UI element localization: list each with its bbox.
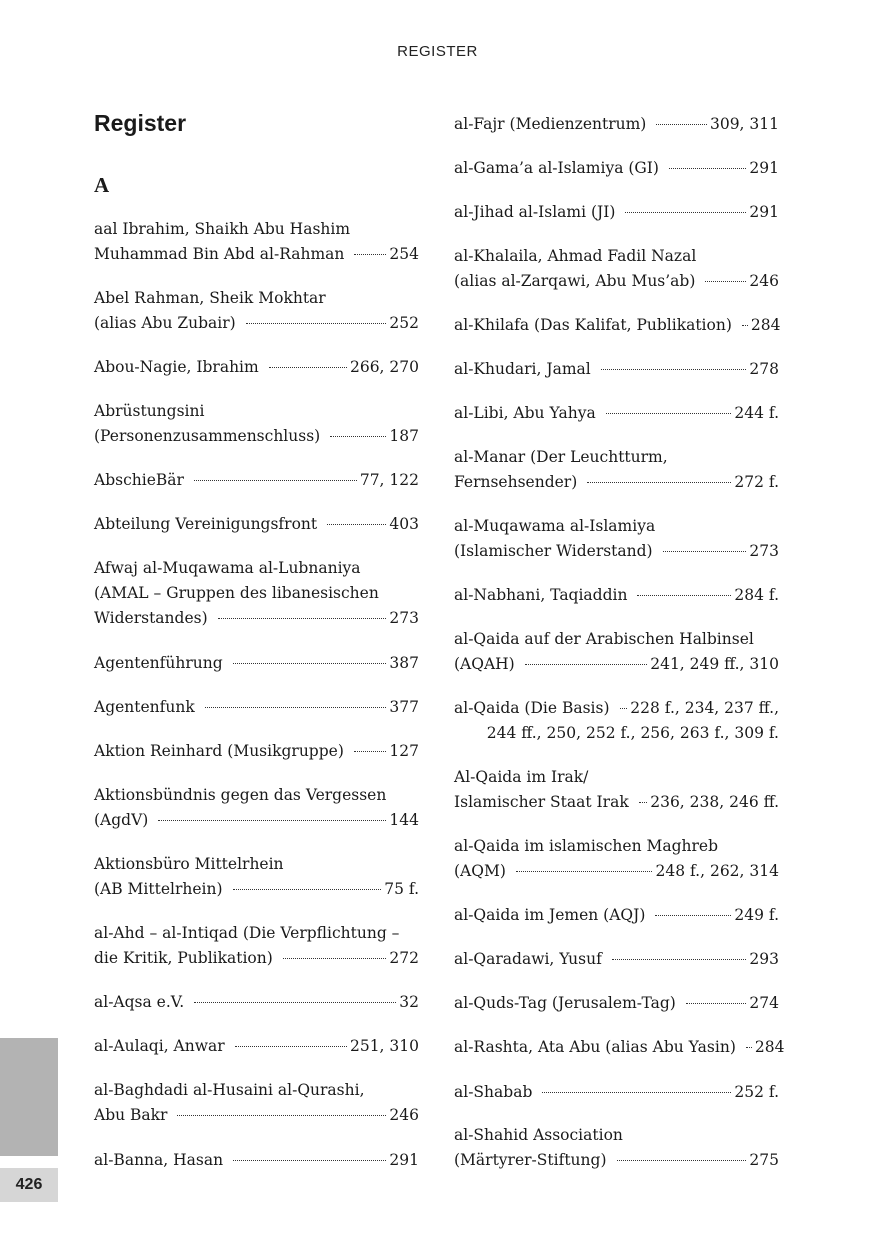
leader-dots — [746, 1047, 752, 1048]
index-entry — [454, 834, 779, 884]
index-entry — [454, 947, 779, 972]
entry-term-line: (AgdV) — [94, 811, 149, 829]
leader-dots — [617, 1160, 747, 1161]
leader-dots — [637, 595, 731, 596]
entry-page-numbers: 241, 249 ff., 310 — [650, 655, 779, 673]
entry-page-numbers: 246 — [389, 1106, 419, 1124]
entry-page-numbers: 274 — [749, 994, 779, 1012]
index-entry — [94, 990, 419, 1015]
index-entry — [454, 991, 779, 1016]
leader-dots — [158, 820, 386, 821]
index-entry — [94, 1148, 419, 1173]
entry-term-line: al-Baghdadi al-Husaini al-Qurashi, — [94, 1081, 365, 1099]
leader-dots — [194, 480, 357, 481]
index-entry — [454, 200, 779, 225]
index-entry — [454, 357, 779, 382]
entry-page-numbers: 248 f., 262, 314 — [655, 862, 779, 880]
entry-term-line: Abrüstungsini — [94, 402, 205, 420]
entry-term-line: (alias al-Zarqawi, Abu Mus’ab) — [454, 272, 696, 290]
leader-dots — [542, 1092, 731, 1093]
leader-dots — [516, 871, 653, 872]
entry-term-line: al-Shabab — [454, 1083, 533, 1101]
index-entry — [94, 1034, 419, 1059]
leader-dots — [625, 212, 746, 213]
entry-term-line: Abou-Nagie, Ibrahim — [94, 358, 259, 376]
leader-dots — [639, 802, 648, 803]
leader-dots — [663, 551, 747, 552]
entry-term-line: al-Khudari, Jamal — [454, 360, 591, 378]
entry-page-numbers: 377 — [389, 698, 419, 716]
entry-term-line: Aktion Reinhard (Musikgruppe) — [94, 742, 344, 760]
entry-page-numbers: 144 — [389, 811, 419, 829]
entry-page-numbers: 273 — [389, 609, 419, 627]
entry-term-line: Agentenfunk — [94, 698, 195, 716]
entry-term-line: al-Qaida auf der Arabischen Halbinsel — [454, 630, 754, 648]
entry-page-numbers: 291 — [749, 203, 779, 221]
index-entry — [454, 156, 779, 181]
entry-term-line: al-Libi, Abu Yahya — [454, 404, 596, 422]
leader-dots — [233, 663, 387, 664]
entry-term-line: Abu Bakr — [94, 1106, 168, 1124]
leader-dots — [246, 323, 387, 324]
entry-term-line: al-Nabhani, Taqiaddin — [454, 586, 628, 604]
entry-page-numbers: 291 — [749, 159, 779, 177]
entry-page-numbers: 284 — [754, 1038, 785, 1056]
entry-term-line: (Islamischer Widerstand) — [454, 542, 653, 560]
index-entry — [454, 1123, 779, 1173]
entry-page-numbers: 284 f. — [734, 586, 779, 604]
page-number: 426 — [0, 1168, 58, 1202]
entry-term-line: al-Aulaqi, Anwar — [94, 1037, 225, 1055]
index-entry — [454, 112, 779, 137]
index-entry — [454, 765, 779, 815]
leader-dots — [656, 124, 707, 125]
entry-page-numbers: 309, 311 — [709, 115, 779, 133]
entry-term-line: (AMAL – Gruppen des libanesischen — [94, 584, 379, 602]
index-entry — [94, 739, 419, 764]
thumb-tab — [0, 1038, 58, 1156]
entry-page-numbers: 228 f., 234, 237 ff., — [630, 699, 779, 717]
entry-page-numbers: 244 f. — [734, 404, 779, 422]
entry-term-line: Muhammad Bin Abd al-Rahman — [94, 245, 345, 263]
index-entry — [94, 355, 419, 380]
entry-term-line: al-Qaida (Die Basis) — [454, 699, 610, 717]
leader-dots — [612, 959, 747, 960]
index-entry — [454, 445, 779, 495]
leader-dots — [269, 367, 347, 368]
leader-dots — [742, 325, 748, 326]
index-entry — [454, 627, 779, 677]
entry-page-numbers: 77, 122 — [359, 471, 419, 489]
index-entry — [454, 1035, 785, 1060]
entry-page-numbers: 291 — [389, 1151, 419, 1169]
index-entry — [454, 1080, 779, 1105]
entry-term-line: Abel Rahman, Sheik Mokhtar — [94, 289, 326, 307]
leader-dots — [705, 281, 746, 282]
leader-dots — [669, 168, 746, 169]
entry-page-numbers: 252 f. — [734, 1083, 779, 1101]
index-entry — [454, 401, 779, 426]
index-entry — [94, 921, 419, 971]
entry-page-numbers: 272 — [389, 949, 419, 967]
leader-dots — [194, 1002, 396, 1003]
leader-dots — [655, 915, 731, 916]
leader-dots — [606, 413, 732, 414]
leader-dots — [354, 254, 386, 255]
page-title: Register — [94, 110, 187, 136]
index-entry — [454, 696, 779, 746]
leader-dots — [330, 436, 386, 437]
leader-dots — [354, 751, 387, 752]
entry-term-line: AbschieBär — [94, 471, 184, 489]
index-entry — [94, 468, 419, 493]
entry-term-line: al-Khilafa (Das Kalifat, Publikation) — [454, 316, 732, 334]
entry-term-line: (AQM) — [454, 862, 506, 880]
entry-page-numbers: 32 — [399, 993, 419, 1011]
entry-term-line: al-Gama’a al-Islamiya (GI) — [454, 159, 659, 177]
entry-page-numbers: 187 — [389, 427, 419, 445]
entry-term-line: al-Manar (Der Leuchtturm, — [454, 448, 668, 466]
entry-term-line: Aktionsbüro Mittelrhein — [94, 855, 284, 873]
leader-dots — [327, 524, 386, 525]
entry-term-line: Islamischer Staat Irak — [454, 793, 629, 811]
leader-dots — [235, 1046, 347, 1047]
leader-dots — [177, 1115, 386, 1116]
entry-term-line: Al-Qaida im Irak/ — [454, 768, 589, 786]
leader-dots — [686, 1003, 747, 1004]
entry-page-numbers: 251, 310 — [349, 1037, 419, 1055]
entry-page-numbers: 278 — [749, 360, 779, 378]
index-entry — [94, 695, 419, 720]
index-entry — [94, 556, 419, 631]
entry-term-line: al-Quds-Tag (Jerusalem-Tag) — [454, 994, 676, 1012]
entry-term-line: (Personenzusammenschluss) — [94, 427, 321, 445]
entry-term-line: (alias Abu Zubair) — [94, 314, 236, 332]
entry-page-numbers: 273 — [749, 542, 779, 560]
index-entry — [454, 313, 779, 338]
entry-term-line: Agentenführung — [94, 654, 223, 672]
entry-term-line: al-Banna, Hasan — [94, 1151, 224, 1169]
index-entry — [94, 852, 419, 902]
entry-term-line: (Märtyrer-Stiftung) — [454, 1151, 607, 1169]
leader-dots — [283, 958, 387, 959]
leader-dots — [620, 708, 628, 709]
entry-term-line: Fernsehsender) — [454, 473, 578, 491]
index-entry — [94, 1078, 419, 1128]
entry-term-line: al-Qaradawi, Yusuf — [454, 950, 602, 968]
entry-term-line: Aktionsbündnis gegen das Vergessen — [94, 786, 387, 804]
index-entry — [94, 651, 419, 676]
index-entry — [94, 217, 419, 267]
entry-page-numbers: 249 f. — [734, 906, 779, 924]
entry-term-line: al-Qaida im islamischen Maghreb — [454, 837, 718, 855]
leader-dots — [601, 369, 747, 370]
entry-page-numbers: 403 — [389, 515, 419, 533]
index-entry — [454, 244, 779, 294]
index-entry — [94, 512, 419, 537]
index-entry — [94, 399, 419, 449]
entry-term-line: Abteilung Vereinigungsfront — [94, 515, 318, 533]
entry-page-numbers: 246 — [749, 272, 779, 290]
entry-page-numbers: 75 f. — [384, 880, 419, 898]
entry-term-line: Widerstandes) — [94, 609, 208, 627]
entry-term-line: al-Muqawama al-Islamiya — [454, 517, 656, 535]
entry-term-line: al-Khalaila, Ahmad Fadil Nazal — [454, 247, 697, 265]
index-entry — [454, 583, 779, 608]
entry-term-line: al-Aqsa e.V. — [94, 993, 185, 1011]
entry-page-numbers: 254 — [389, 245, 419, 263]
entry-term-line: (AB Mittelrhein) — [94, 880, 223, 898]
entry-term-line: al-Rashta, Ata Abu (alias Abu Yasin) — [454, 1038, 736, 1056]
entry-page-numbers: 236, 238, 246 ff. — [650, 793, 779, 811]
entry-page-numbers: 293 — [749, 950, 779, 968]
leader-dots — [525, 664, 648, 665]
entry-page-continuation: 244 ff., 250, 252 f., 256, 263 f., 309 f. — [486, 724, 779, 742]
leader-dots — [205, 707, 387, 708]
entry-page-numbers: 387 — [389, 654, 419, 672]
entry-term-line: al-Ahd – al-Intiqad (Die Verpflichtung – — [94, 924, 400, 942]
index-entry — [454, 903, 779, 928]
running-head: REGISTER — [397, 43, 478, 60]
entry-term-line: aal Ibrahim, Shaikh Abu Hashim — [94, 220, 351, 238]
entry-term-line: die Kritik, Publikation) — [94, 949, 273, 967]
entry-term-line: al-Shahid Association — [454, 1126, 623, 1144]
entry-term-line: al-Qaida im Jemen (AQJ) — [454, 906, 646, 924]
entry-page-numbers: 275 — [749, 1151, 779, 1169]
leader-dots — [587, 482, 731, 483]
entry-term-line: al-Jihad al-Islami (JI) — [454, 203, 616, 221]
section-letter: A — [94, 173, 110, 197]
entry-term-line: al-Fajr (Medienzentrum) — [454, 115, 647, 133]
entry-page-numbers: 272 f. — [734, 473, 779, 491]
leader-dots — [218, 618, 387, 619]
entry-page-numbers: 127 — [389, 742, 419, 760]
entry-page-numbers: 252 — [389, 314, 419, 332]
index-entry — [454, 514, 779, 564]
entry-term-line: Afwaj al-Muqawama al-Lubnaniya — [94, 559, 361, 577]
entry-page-numbers: 266, 270 — [349, 358, 419, 376]
entry-term-line: (AQAH) — [454, 655, 515, 673]
index-entry — [94, 783, 419, 833]
leader-dots — [233, 1160, 386, 1161]
entry-page-numbers: 284 — [750, 316, 781, 334]
index-entry — [94, 286, 419, 336]
leader-dots — [233, 889, 382, 890]
